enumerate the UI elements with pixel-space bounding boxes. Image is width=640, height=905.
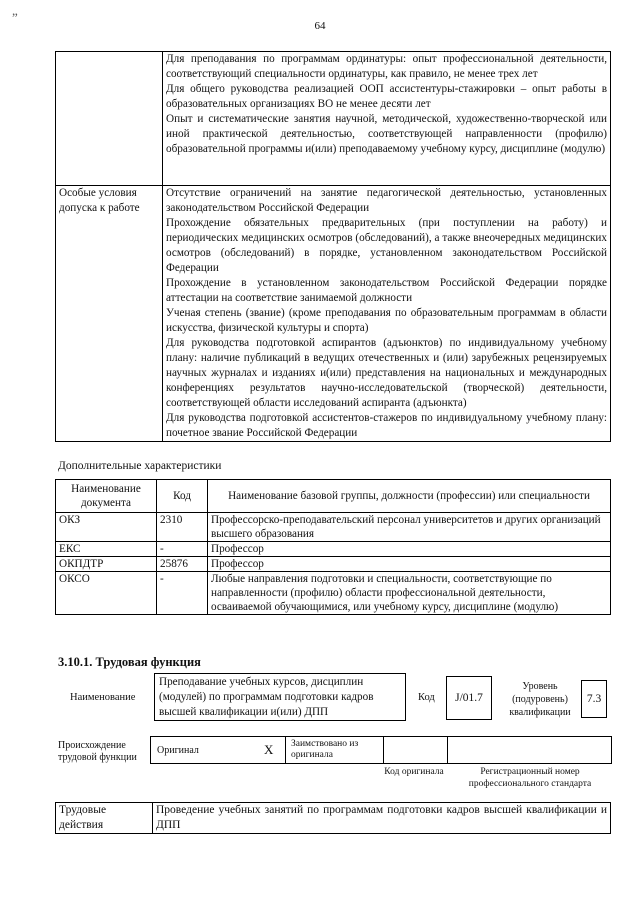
name-cell: Любые направления подготовки и специальности, соответствующие по направленности (профилю) области профессиональной деятельности, осваиваемой обучающимися, или учебному курсу, дисциплине (модулю) — [208, 572, 611, 615]
requirement-text: Для преподавания по программам ординатуры: опыт профессиональной деятельности, соответствующий специальности ординатуры, как правило, не менее трех лет — [166, 53, 607, 80]
page-number: 64 — [314, 20, 326, 32]
borrowed-label: Заимствовано из оригинала — [291, 739, 359, 760]
experience-cell — [163, 52, 611, 186]
actions-table — [55, 802, 611, 834]
name-cell: Профессор — [208, 542, 611, 557]
doc-cell: ЕКС — [56, 542, 157, 557]
origin-label: Происхождение трудовой функции — [58, 740, 137, 763]
special-conditions-label: Особые условия допуска к работе — [56, 186, 163, 442]
requirement-text: Отсутствие ограничений на занятие педагогической деятельностью, установленных законодательством Российской Федерации — [166, 187, 607, 214]
code-cell: 25876 — [157, 557, 208, 572]
column-header: Наименование документа — [56, 480, 157, 513]
requirement-text: Ученая степень (звание) (кроме преподавания по образовательным программам в области искусства, физической культуры и спорта) — [166, 307, 607, 334]
code-original-label: Код оригинала — [384, 767, 444, 777]
column-header: Код — [157, 480, 208, 513]
divider — [285, 737, 286, 763]
doc-cell: ОКЗ — [56, 513, 157, 542]
table-row — [56, 513, 611, 542]
level-label: Уровень (подуровень) квалификации — [509, 681, 571, 718]
table-row — [56, 557, 611, 572]
origin-box — [150, 736, 612, 764]
level-value-box: 7.3 — [581, 680, 607, 718]
reg-number-label: Регистрационный номер профессионального стандарта — [468, 767, 592, 789]
code-cell: - — [157, 542, 208, 557]
additional-table — [55, 479, 611, 615]
divider — [447, 737, 448, 763]
requirement-text: Для общего руководства реализацией ООП ассистентуры-стажировки – опыт работы в образовательных организациях ВО не менее десяти лет — [166, 83, 607, 110]
empty-cell — [56, 52, 163, 186]
code-label: Код — [418, 692, 435, 703]
actions-label: Трудовые действия — [56, 803, 153, 834]
table-row — [56, 52, 611, 186]
requirement-text: Для руководства подготовкой аспирантов (адъюнктов) по индивидуальному учебному плану: наличие публикаций в ведущих отечественных и (или) зарубежных рецензируемых научных журналах и изданиях и(или) представления на национальных и международных конференциях результатов научно-исследовательской (творческой) деятельности, соответствующей области исследований аспиранта (адъюнкта) — [166, 337, 607, 409]
table-row — [56, 572, 611, 615]
corner-mark: ” — [12, 10, 18, 25]
column-header: Наименование базовой группы, должности (профессии) или специальности — [208, 480, 611, 513]
additional-title: Дополнительные характеристики — [58, 460, 222, 472]
doc-cell: ОКПДТР — [56, 557, 157, 572]
action-text: Проведение учебных занятий по программам подготовки кадров высшей квалификации и ДПП — [156, 804, 607, 831]
table-row — [56, 803, 611, 834]
doc-cell: ОКСО — [56, 572, 157, 615]
divider — [383, 737, 384, 763]
function-name-box: Преподавание учебных курсов, дисциплин (модулей) по программам подготовки кадров высшей квалификации и(или) ДПП — [154, 673, 406, 721]
section-title: 3.10.1. Трудовая функция — [58, 655, 201, 669]
requirements-table — [55, 51, 611, 442]
requirement-text: Прохождение в установленном законодательством Российской Федерации порядке аттестации на соответствие занимаемой должности — [166, 277, 607, 304]
function-code-box: J/01.7 — [446, 676, 492, 720]
name-cell: Профессорско-преподавательский персонал университетов и других организаций высшего образования — [208, 513, 611, 542]
special-conditions-cell — [163, 186, 611, 442]
table-header-row — [56, 480, 611, 513]
requirement-text: Для руководства подготовкой ассистентов-стажеров по индивидуальному учебному плану: почетное звание Российской Федерации — [166, 412, 607, 439]
requirement-text: Опыт и систематические занятия научной, методической, художественно-творческой или иной практической деятельностью, соответствующей направленности (профилю) образовательной программы и(или) преподаваемому учебному курсу, дисциплине (модулю) — [166, 113, 607, 155]
original-label: Оригинал — [157, 745, 199, 756]
code-cell: - — [157, 572, 208, 615]
requirement-text: Прохождение обязательных предварительных (при поступлении на работу) и периодических медицинских осмотров (обследований), а также внеочередных медицинских осмотров (обследований) в порядке, установленном законодательством Российской Федерации — [166, 217, 607, 274]
name-cell: Профессор — [208, 557, 611, 572]
actions-cell — [153, 803, 611, 834]
table-row — [56, 542, 611, 557]
name-label: Наименование — [70, 692, 136, 703]
code-cell: 2310 — [157, 513, 208, 542]
original-mark: X — [264, 742, 274, 757]
table-row — [56, 186, 611, 442]
